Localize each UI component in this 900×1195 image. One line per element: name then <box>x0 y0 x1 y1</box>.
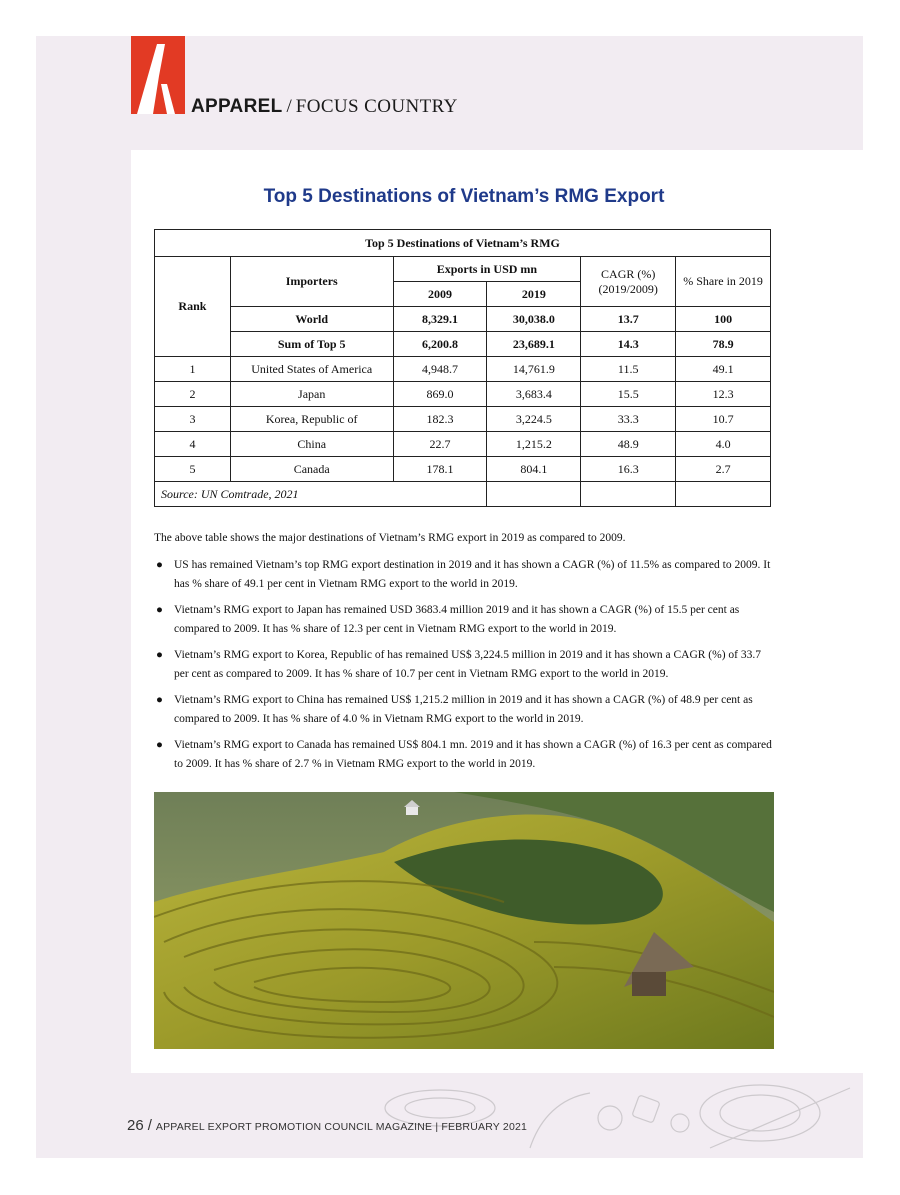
table-row <box>155 432 771 457</box>
bullet-text: Vietnam’s RMG export to Japan has remained USD 3683.4 million 2019 and it has shown a CAGR (%) of 15.5 per cent as compared to 2009. It has % share of 12.3 per cent in Vietnam RMG export to the world in 2019. <box>174 604 740 635</box>
rmg-destinations-table <box>154 229 771 507</box>
world-cagr: 13.7 <box>581 307 676 332</box>
rank-cell: 2 <box>155 382 231 407</box>
list-item <box>154 556 774 594</box>
importers-header: Importers <box>230 257 393 307</box>
bullet-list <box>154 556 774 781</box>
rank-cell: 4 <box>155 432 231 457</box>
bullet-text: Vietnam’s RMG export to China has remained US$ 1,215.2 million in 2019 and it has shown a CAGR (%) of 48.9 per cent as compared to 2009. It has % share of 4.0 % in Vietnam RMG export to the world in 2019. <box>174 694 753 725</box>
header-separator: / <box>286 96 292 117</box>
country-cell: United States of America <box>230 357 393 382</box>
list-item <box>154 646 774 684</box>
bullet-icon: ● <box>156 739 163 751</box>
page-footer <box>127 1117 527 1135</box>
table-row-world <box>155 307 771 332</box>
magazine-name: APPAREL EXPORT PROMOTION COUNCIL MAGAZINE | FEBRUARY 2021 <box>155 1121 528 1133</box>
rank-cell: 1 <box>155 357 231 382</box>
world-2019: 30,038.0 <box>487 307 581 332</box>
empty-cell <box>487 482 581 507</box>
cagr-cell: 11.5 <box>581 357 676 382</box>
exports-header: Exports in USD mn <box>393 257 581 282</box>
bullet-text: Vietnam’s RMG export to Canada has remained US$ 804.1 mn. 2019 and it has shown a CAGR (%) of 16.3 per cent as compared to 2009. It has % share of 2.7 % in Vietnam RMG export to the world in 2019. <box>174 739 772 770</box>
header <box>191 96 458 118</box>
table-source: Source: UN Comtrade, 2021 <box>155 482 487 507</box>
v2019-cell: 1,215.2 <box>487 432 581 457</box>
share-cell: 12.3 <box>676 382 771 407</box>
bullet-icon: ● <box>156 604 163 616</box>
table-row <box>155 382 771 407</box>
apparel-logo-icon <box>131 36 185 114</box>
rank-cell: 3 <box>155 407 231 432</box>
v2009-cell: 178.1 <box>393 457 487 482</box>
sum-2009: 6,200.8 <box>393 332 487 357</box>
list-item <box>154 691 774 729</box>
country-cell: Canada <box>230 457 393 482</box>
list-item <box>154 601 774 639</box>
bullet-icon: ● <box>156 649 163 661</box>
sum-cagr: 14.3 <box>581 332 676 357</box>
world-2009: 8,329.1 <box>393 307 487 332</box>
world-share: 100 <box>676 307 771 332</box>
bullet-icon: ● <box>156 559 163 571</box>
sum-share: 78.9 <box>676 332 771 357</box>
v2009-cell: 869.0 <box>393 382 487 407</box>
share-cell: 49.1 <box>676 357 771 382</box>
page-number: 26 <box>127 1117 144 1134</box>
world-name: World <box>230 307 393 332</box>
bullet-text: US has remained Vietnam’s top RMG export destination in 2019 and it has shown a CAGR (%) of 11.5% as compared to 2009. It has % share of 49.1 per cent in Vietnam RMG export to the world in 2019. <box>174 559 771 590</box>
cagr-cell: 16.3 <box>581 457 676 482</box>
table-row-sum-top5 <box>155 332 771 357</box>
empty-cell <box>676 482 771 507</box>
rice-terrace-photo <box>154 792 774 1049</box>
country-cell: Japan <box>230 382 393 407</box>
footer-separator: / <box>147 1117 152 1134</box>
intro-paragraph: The above table shows the major destinations of Vietnam’s RMG export in 2019 as compared to 2009. <box>154 532 626 544</box>
cagr-cell: 48.9 <box>581 432 676 457</box>
sum-2019: 23,689.1 <box>487 332 581 357</box>
share-cell: 4.0 <box>676 432 771 457</box>
cagr-cell: 33.3 <box>581 407 676 432</box>
v2009-cell: 22.7 <box>393 432 487 457</box>
rank-header: Rank <box>155 257 231 357</box>
bullet-icon: ● <box>156 694 163 706</box>
share-cell: 2.7 <box>676 457 771 482</box>
table-caption: Top 5 Destinations of Vietnam’s RMG <box>155 230 771 257</box>
rank-cell: 5 <box>155 457 231 482</box>
v2019-cell: 804.1 <box>487 457 581 482</box>
sum-name: Sum of Top 5 <box>230 332 393 357</box>
table-row <box>155 357 771 382</box>
v2009-cell: 182.3 <box>393 407 487 432</box>
country-cell: Korea, Republic of <box>230 407 393 432</box>
v2019-cell: 14,761.9 <box>487 357 581 382</box>
year-2009-header: 2009 <box>393 282 487 307</box>
table-caption-row <box>155 230 771 257</box>
v2009-cell: 4,948.7 <box>393 357 487 382</box>
country-cell: China <box>230 432 393 457</box>
cagr-cell: 15.5 <box>581 382 676 407</box>
header-brand: APPAREL <box>191 96 283 117</box>
table-row <box>155 457 771 482</box>
list-item <box>154 736 774 774</box>
share-cell: 10.7 <box>676 407 771 432</box>
bullet-text: Vietnam’s RMG export to Korea, Republic of has remained US$ 3,224.5 million in 2019 and it has shown a CAGR (%) of 33.7 per cent as compared to 2009. It has % share of 10.7 per cent in Vietnam RMG export to the world in 2019. <box>174 649 762 680</box>
page-title: Top 5 Destinations of Vietnam’s RMG Export <box>263 186 665 207</box>
empty-cell <box>581 482 676 507</box>
table-row <box>155 407 771 432</box>
header-section: FOCUS COUNTRY <box>295 96 458 117</box>
v2019-cell: 3,224.5 <box>487 407 581 432</box>
year-2019-header: 2019 <box>487 282 581 307</box>
v2019-cell: 3,683.4 <box>487 382 581 407</box>
table-source-row <box>155 482 771 507</box>
share-header: % Share in 2019 <box>676 257 771 307</box>
table-header-row <box>155 257 771 282</box>
cagr-header: CAGR (%) (2019/2009) <box>581 257 676 307</box>
